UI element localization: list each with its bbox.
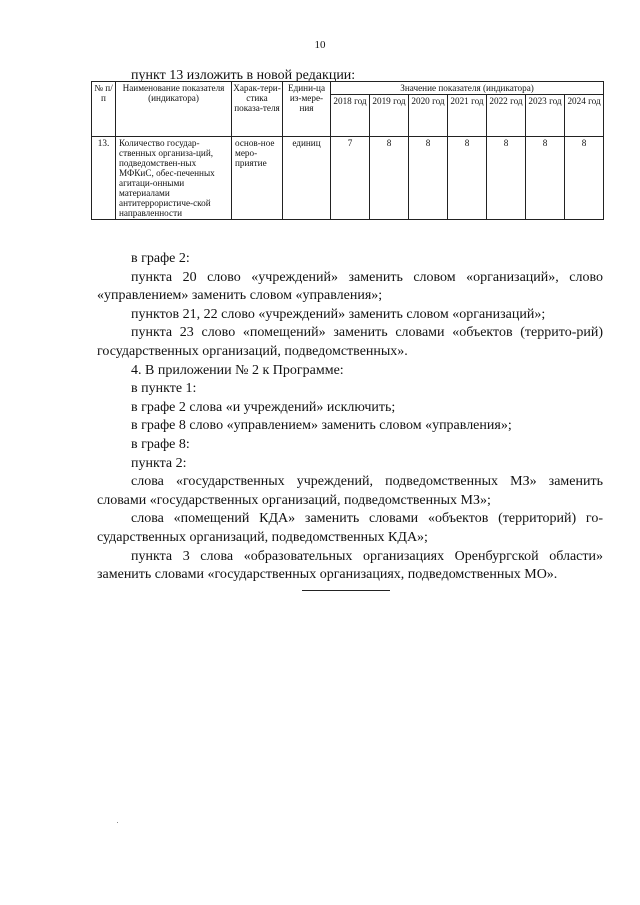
- section-heading: 4. В приложении № 2 к Программе:: [131, 362, 344, 378]
- header-characteristic: Харак-тери-стика показа-теля: [232, 82, 283, 137]
- row-characteristic: основ-ное меро-приятие: [232, 137, 283, 220]
- scan-speck: [117, 822, 118, 823]
- header-unit: Едини-ца из-мере-ния: [283, 82, 331, 137]
- page-number: 10: [314, 39, 326, 51]
- paragraph: пункта 2:: [131, 455, 187, 471]
- header-year: 2022 год: [487, 95, 526, 137]
- paragraph: пунктов 21, 22 слово «учреждений» заменить словом «организаций»;: [131, 306, 546, 322]
- paragraph: в графе 8 слово «управлением» заменить словом «управления»;: [131, 418, 512, 434]
- row-value: 8: [526, 137, 565, 220]
- paragraph: слова «государственных учреждений, подведомственных МЗ» заменить словами «государственных организаций, подведомственных МЗ»;: [97, 474, 603, 508]
- paragraph: слова «помещений КДА» заменить словами «объектов (территорий) го-сударственных организаций, подведомственных КДА»;: [97, 511, 603, 545]
- header-indicator-value: Значение показателя (индикатора): [331, 82, 604, 95]
- paragraph: в графе 2 слова «и учреждений» исключить;: [131, 399, 396, 415]
- header-year: 2024 год: [565, 95, 604, 137]
- indicator-table: [91, 81, 604, 220]
- header-year: 2020 год: [409, 95, 448, 137]
- paragraph: в графе 8:: [131, 436, 190, 452]
- divider-line: [302, 590, 390, 591]
- header-year: 2019 год: [370, 95, 409, 137]
- row-value: 8: [487, 137, 526, 220]
- row-indicator-name: Количество государ-ственных организа-ций, подведомствен-ных МФКиС, обес-печенных агитаци-онными материалами антитеррористиче-ской направленности: [116, 137, 232, 220]
- row-value: 7: [331, 137, 370, 220]
- header-year: 2021 год: [448, 95, 487, 137]
- paragraph: в пункте 1:: [131, 381, 197, 397]
- header-year: 2023 год: [526, 95, 565, 137]
- paragraph: пункта 20 слово «учреждений» заменить словом «организаций», слово «управлением» заменить словом «управления»;: [97, 269, 603, 304]
- row-value: 8: [370, 137, 409, 220]
- row-value: 8: [565, 137, 604, 220]
- row-value: 8: [448, 137, 487, 220]
- row-number: 13.: [92, 137, 116, 220]
- document-body: [97, 250, 603, 585]
- paragraph: пункта 3 слова «образовательных организациях Оренбургской области» заменить словами «государственных организациях, подведомственных МО».: [97, 548, 603, 583]
- paragraph: в графе 2:: [131, 251, 190, 266]
- row-value: 8: [409, 137, 448, 220]
- header-number: № п/п: [92, 82, 116, 137]
- header-indicator-name: Наименование показателя (индикатора): [116, 82, 232, 137]
- header-year: 2018 год: [331, 95, 370, 137]
- paragraph: пункта 23 слово «помещений» заменить словами «объектов (террито-рий) государственных организаций, подведомственных».: [97, 325, 603, 359]
- row-unit: единиц: [283, 137, 331, 220]
- table-row: [92, 137, 604, 220]
- intro-line: пункт 13 изложить в новой редакции:: [131, 68, 356, 83]
